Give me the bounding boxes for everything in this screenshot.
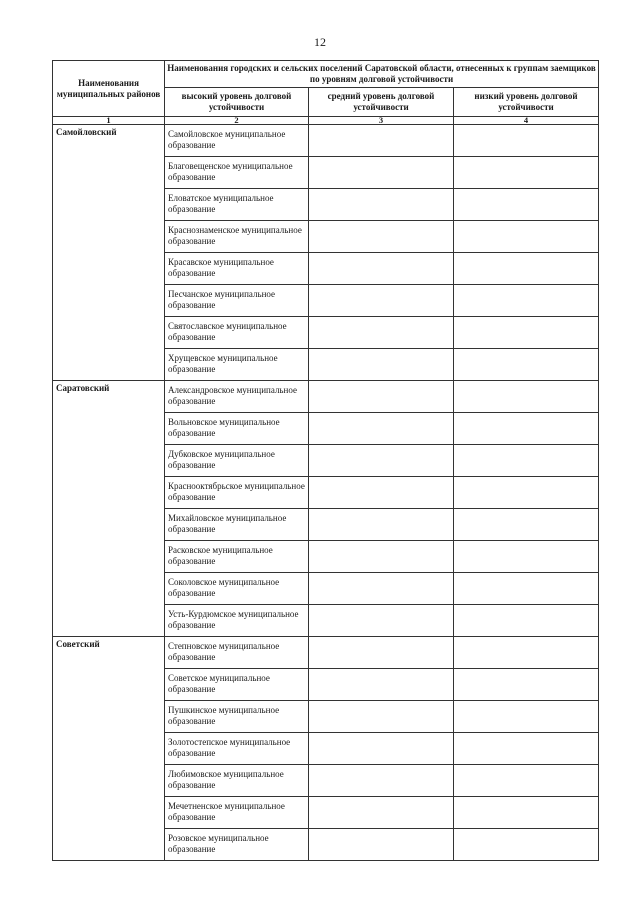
- empty-cell: [454, 157, 599, 189]
- empty-cell: [309, 829, 454, 861]
- settlement-name: Мечетненское муниципальное образование: [165, 797, 309, 829]
- empty-cell: [309, 733, 454, 765]
- district-name: Саратовский: [53, 381, 165, 637]
- empty-cell: [454, 669, 599, 701]
- settlement-name: Песчанское муниципальное образование: [165, 285, 309, 317]
- settlement-name: Розовское муниципальное образование: [165, 829, 309, 861]
- empty-cell: [454, 349, 599, 381]
- settlements-table: [52, 60, 599, 861]
- settlement-name: Золотостепское муниципальное образование: [165, 733, 309, 765]
- empty-cell: [309, 669, 454, 701]
- empty-cell: [309, 221, 454, 253]
- column-number: 2: [165, 117, 309, 125]
- empty-cell: [309, 637, 454, 669]
- empty-cell: [309, 381, 454, 413]
- settlement-name: Советское муниципальное образование: [165, 669, 309, 701]
- empty-cell: [309, 573, 454, 605]
- empty-cell: [309, 765, 454, 797]
- empty-cell: [309, 157, 454, 189]
- empty-cell: [454, 733, 599, 765]
- settlement-name: Благовещенское муниципальное образование: [165, 157, 309, 189]
- empty-cell: [454, 253, 599, 285]
- settlement-name: Краснознаменское муниципальное образование: [165, 221, 309, 253]
- district-column-header: Наименования муниципальных районов: [53, 61, 165, 117]
- empty-cell: [454, 509, 599, 541]
- settlement-name: Самойловское муниципальное образование: [165, 125, 309, 157]
- settlement-name: Хрущевское муниципальное образование: [165, 349, 309, 381]
- table-row: [53, 125, 599, 157]
- empty-cell: [309, 445, 454, 477]
- settlement-name: Усть-Курдюмское муниципальное образование: [165, 605, 309, 637]
- settlement-name: Степновское муниципальное образование: [165, 637, 309, 669]
- empty-cell: [454, 221, 599, 253]
- high-level-header: высокий уровень долговой устойчивости: [165, 88, 309, 117]
- empty-cell: [454, 477, 599, 509]
- empty-cell: [309, 413, 454, 445]
- district-name: Самойловский: [53, 125, 165, 381]
- page-number: 12: [314, 35, 326, 49]
- settlement-name: Любимовское муниципальное образование: [165, 765, 309, 797]
- settlements-group-header: Наименования городских и сельских поселений Саратовской области, отнесенных к группам заемщиков по уровням долговой устойчивости: [165, 61, 599, 88]
- settlement-name: Краснооктябрьское муниципальное образование: [165, 477, 309, 509]
- settlement-name: Еловатское муниципальное образование: [165, 189, 309, 221]
- empty-cell: [309, 605, 454, 637]
- empty-cell: [454, 797, 599, 829]
- column-number-row: [53, 117, 599, 125]
- empty-cell: [454, 125, 599, 157]
- table-row: [53, 637, 599, 669]
- column-number: 4: [454, 117, 599, 125]
- settlement-name: Расковское муниципальное образование: [165, 541, 309, 573]
- district-name: Советский: [53, 637, 165, 861]
- empty-cell: [454, 637, 599, 669]
- empty-cell: [309, 797, 454, 829]
- settlement-name: Соколовское муниципальное образование: [165, 573, 309, 605]
- table-body: [53, 125, 599, 861]
- empty-cell: [309, 285, 454, 317]
- medium-level-header: средний уровень долговой устойчивости: [309, 88, 454, 117]
- empty-cell: [454, 445, 599, 477]
- table-row: [53, 381, 599, 413]
- empty-cell: [454, 829, 599, 861]
- settlement-name: Святославское муниципальное образование: [165, 317, 309, 349]
- empty-cell: [454, 317, 599, 349]
- low-level-header: низкий уровень долговой устойчивости: [454, 88, 599, 117]
- empty-cell: [309, 541, 454, 573]
- empty-cell: [454, 701, 599, 733]
- empty-cell: [309, 189, 454, 221]
- column-number: 3: [309, 117, 454, 125]
- empty-cell: [309, 125, 454, 157]
- empty-cell: [454, 573, 599, 605]
- empty-cell: [454, 765, 599, 797]
- empty-cell: [309, 253, 454, 285]
- empty-cell: [309, 701, 454, 733]
- empty-cell: [454, 285, 599, 317]
- empty-cell: [454, 189, 599, 221]
- settlement-name: Красавское муниципальное образование: [165, 253, 309, 285]
- empty-cell: [454, 381, 599, 413]
- empty-cell: [454, 541, 599, 573]
- empty-cell: [309, 349, 454, 381]
- table-header: [53, 61, 599, 125]
- empty-cell: [454, 413, 599, 445]
- empty-cell: [454, 605, 599, 637]
- empty-cell: [309, 509, 454, 541]
- settlement-name: Дубковское муниципальное образование: [165, 445, 309, 477]
- column-number: 1: [53, 117, 165, 125]
- settlement-name: Вольновское муниципальное образование: [165, 413, 309, 445]
- empty-cell: [309, 317, 454, 349]
- settlement-name: Пушкинское муниципальное образование: [165, 701, 309, 733]
- settlement-name: Александровское муниципальное образование: [165, 381, 309, 413]
- empty-cell: [309, 477, 454, 509]
- settlement-name: Михайловское муниципальное образование: [165, 509, 309, 541]
